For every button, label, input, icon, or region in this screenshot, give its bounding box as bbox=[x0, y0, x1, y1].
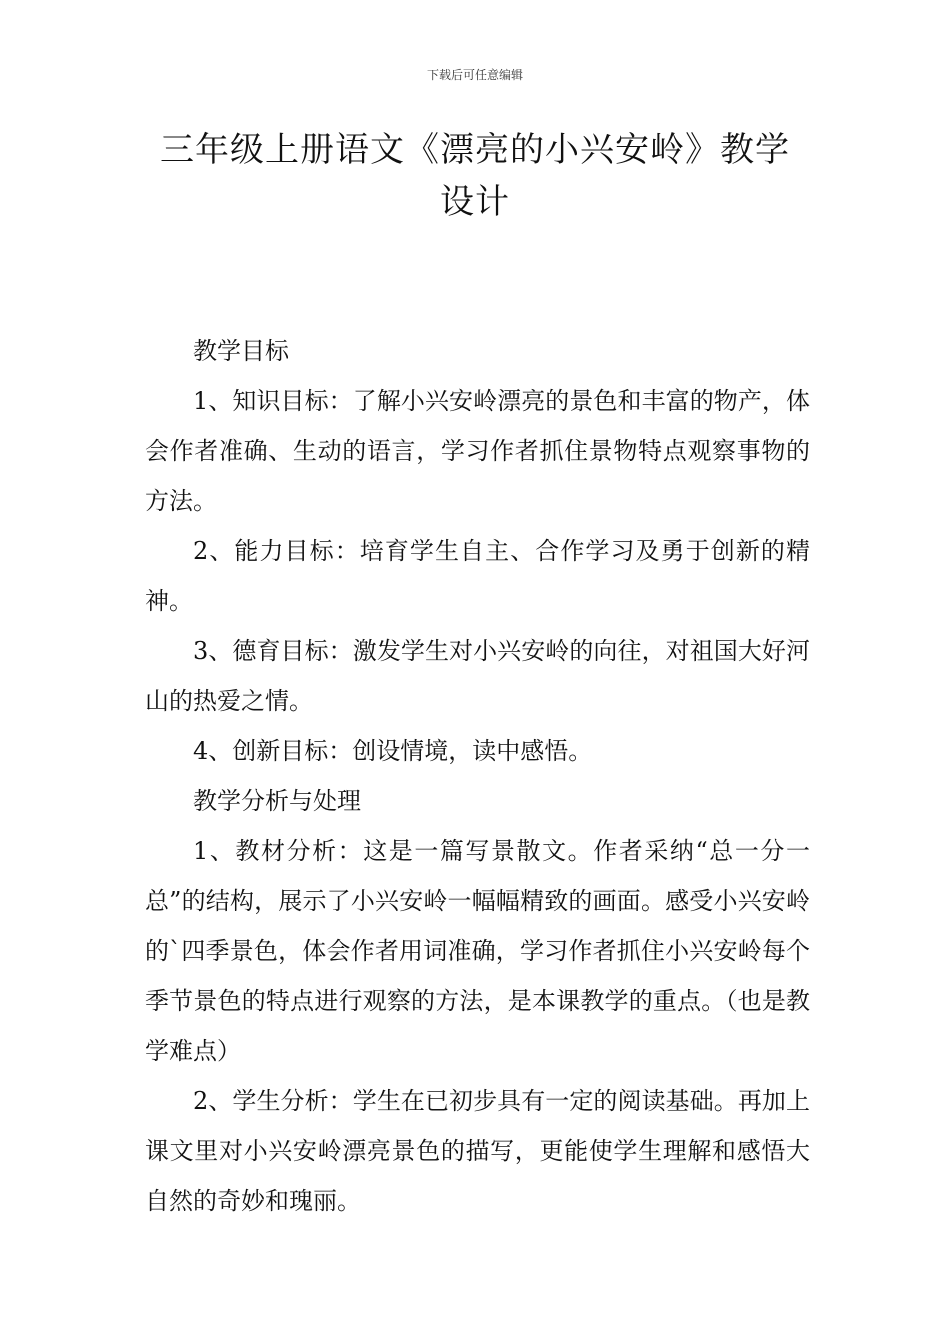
title-line-2: 设计 bbox=[440, 182, 510, 222]
section-heading-objectives: 教学目标 bbox=[193, 337, 289, 365]
section-heading-analysis: 教学分析与处理 bbox=[193, 787, 361, 815]
paragraph-moral-objective: 3、德育目标：激发学生对小兴安岭的向往，对祖国大好河山的热爱之情。 bbox=[145, 637, 810, 715]
paragraph-knowledge-objective: 1、知识目标：了解小兴安岭漂亮的景色和丰富的物产，体会作者准确、生动的语言，学习作者抓住景物特点观察事物的方法。 bbox=[145, 387, 810, 515]
paragraph-student-analysis: 2、学生分析：学生在已初步具有一定的阅读基础。再加上课文里对小兴安岭漂亮景色的描写，更能使学生理解和感悟大自然的奇妙和瑰丽。 bbox=[145, 1087, 810, 1215]
title-line-1: 三年级上册语文《漂亮的小兴安岭》教学 bbox=[160, 130, 790, 170]
paragraph-textbook-analysis: 1、教材分析：这是一篇写景散文。作者采纳“总一分一总”的结构，展示了小兴安岭一幅幅精致的画面。感受小兴安岭的`四季景色，体会作者用词准确，学习作者抓住小兴安岭每个季节景色的特点进行观察的方法，是本课教学的重点。（也是教学难点） bbox=[145, 837, 810, 1065]
paragraph-innovation-objective: 4、创新目标：创设情境，读中感悟。 bbox=[193, 737, 593, 765]
document-title bbox=[120, 124, 830, 228]
paragraph-ability-objective: 2、能力目标：培育学生自主、合作学习及勇于创新的精神。 bbox=[145, 537, 810, 615]
document-body bbox=[145, 326, 810, 1226]
header-note: 下载后可任意编辑 bbox=[426, 68, 523, 82]
